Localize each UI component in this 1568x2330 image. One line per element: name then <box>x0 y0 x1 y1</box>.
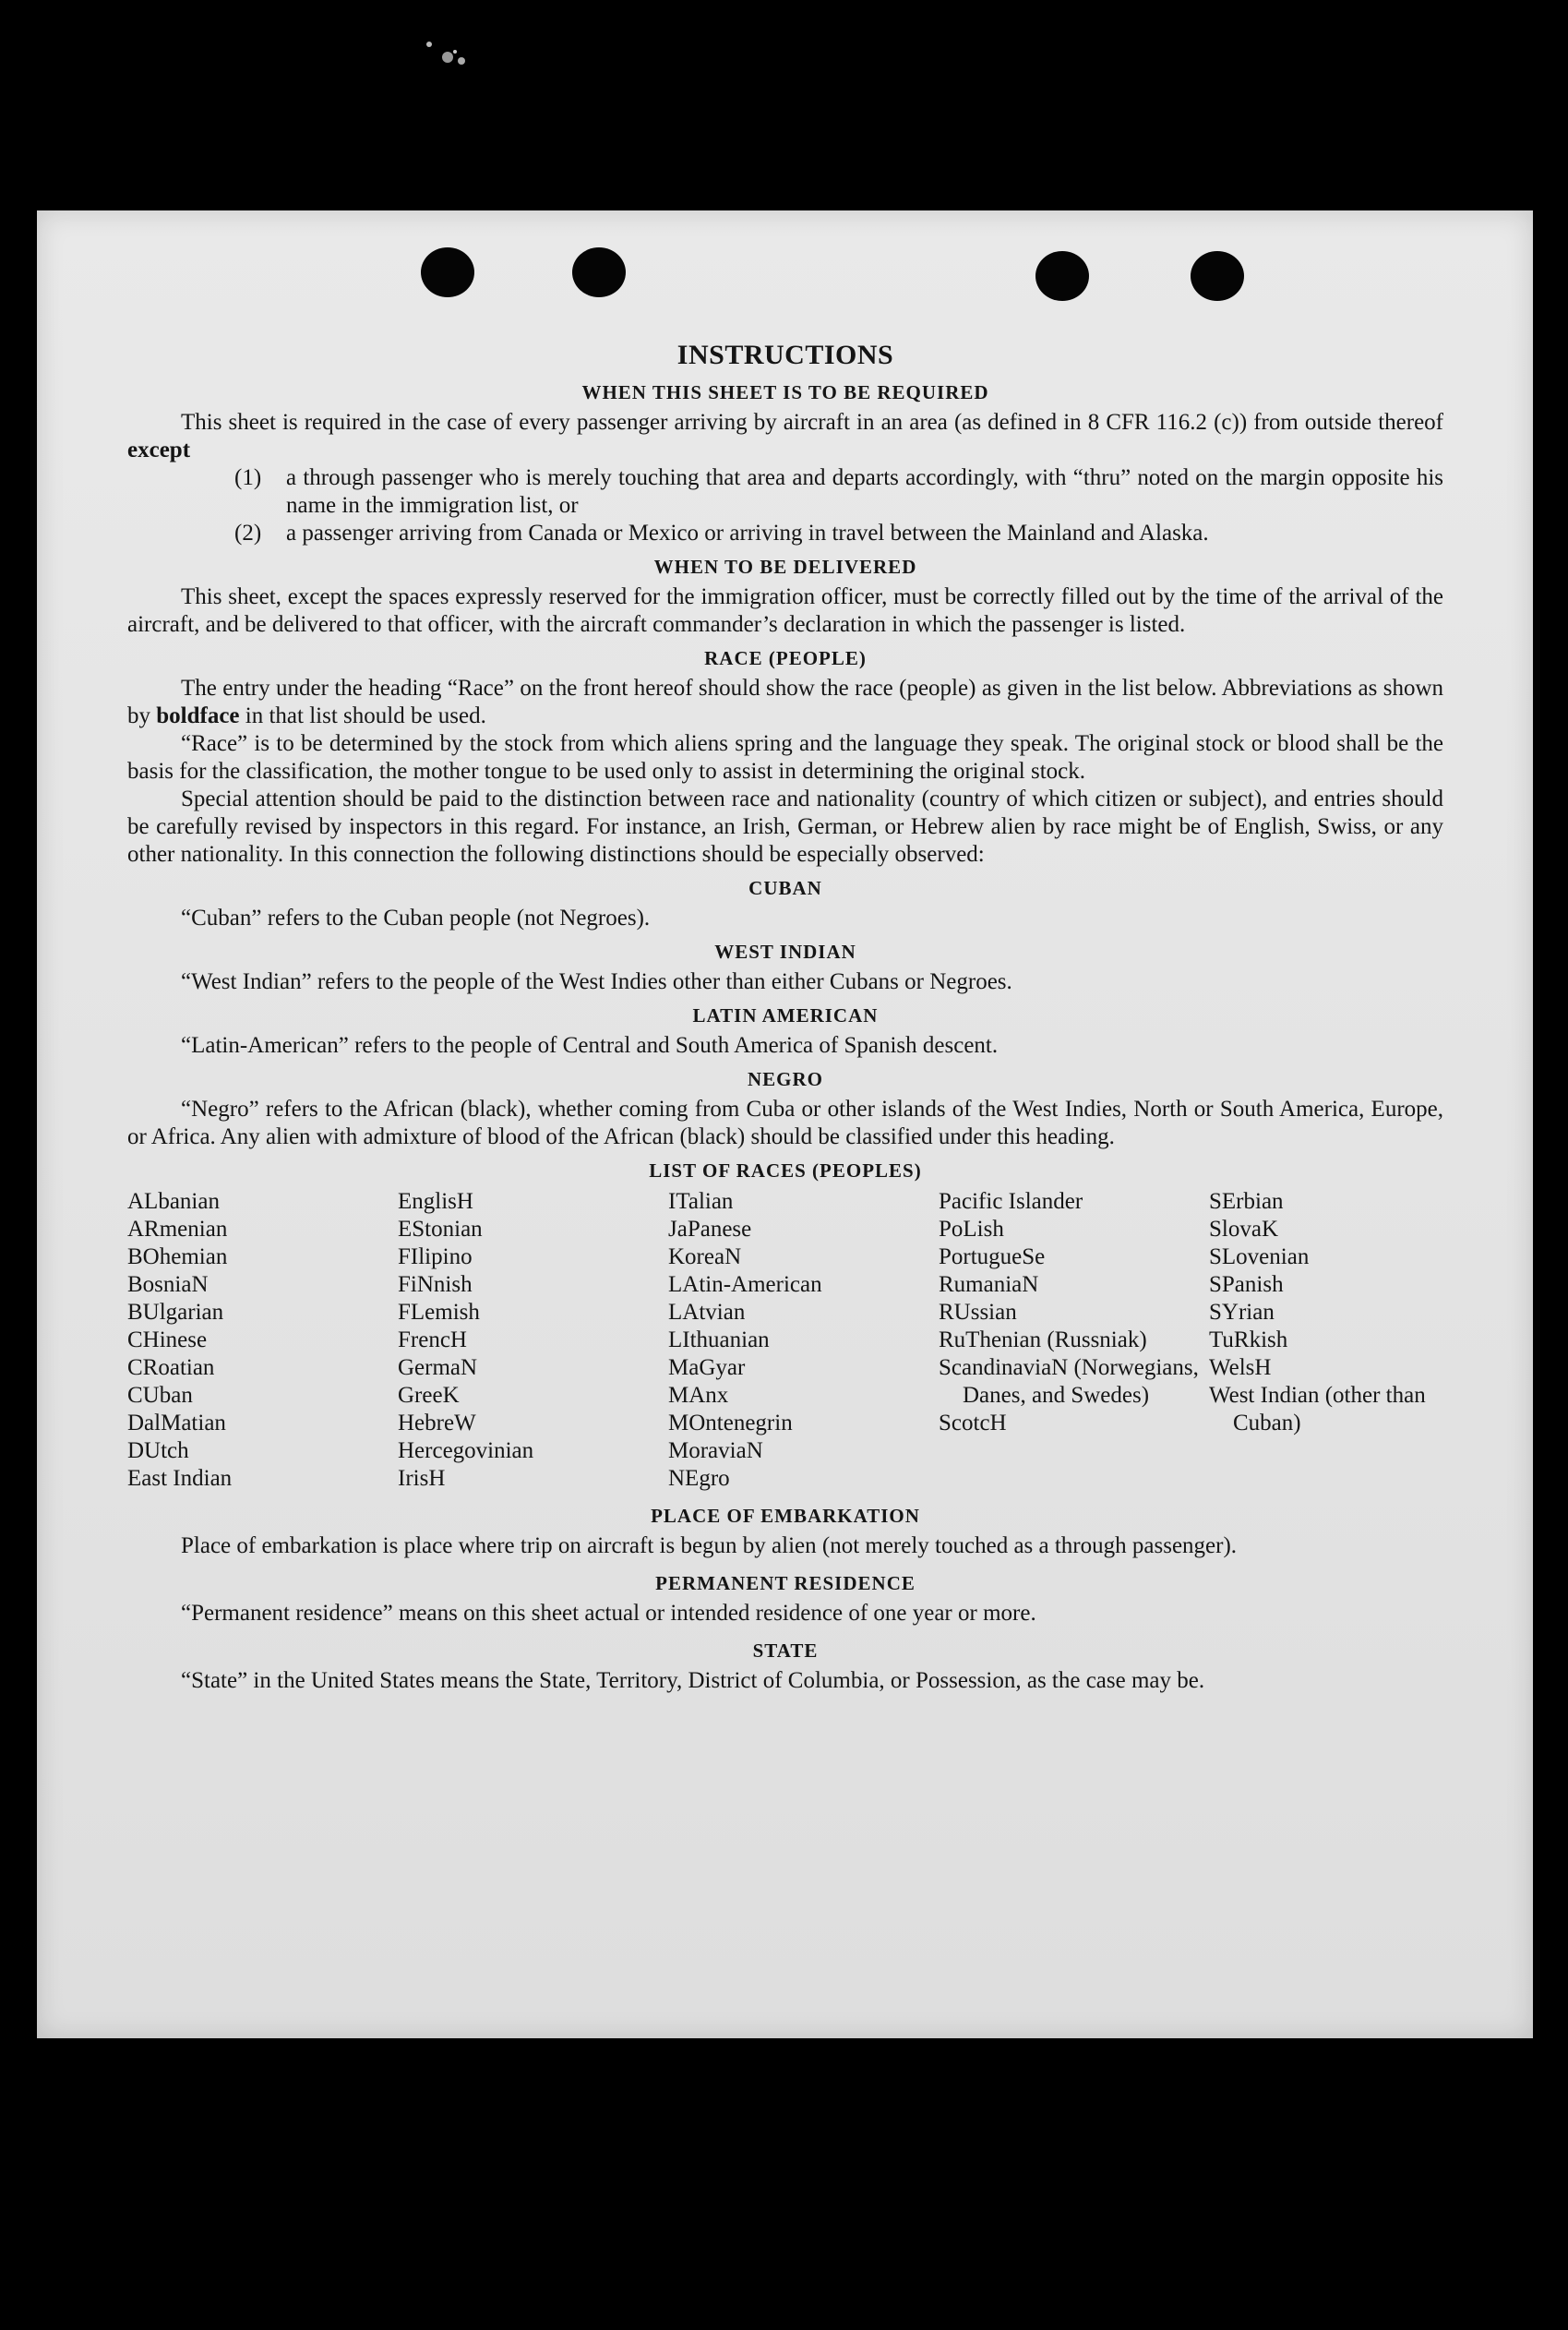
race-entry: MOntenegrin <box>668 1411 793 1435</box>
race-entry: TuRkish <box>1209 1327 1288 1352</box>
race-entry: GreeK <box>398 1383 460 1408</box>
list-item <box>234 464 1443 520</box>
races-table <box>127 1188 1443 1493</box>
negro-text: “Negro” refers to the African (black), whether coming from Cuba or other islands of the West Indies, North or South America, Europe, or Africa. Any alien with admixture of blood of the African (black) should be classified under this heading. <box>127 1097 1443 1149</box>
race-entry: BOhemian <box>127 1244 228 1269</box>
race-entry: DalMatian <box>127 1411 226 1435</box>
race-entry: HebreW <box>398 1411 476 1435</box>
race-entry: BUlgarian <box>127 1300 224 1325</box>
section-heading-race: RACE (PEOPLE) <box>704 647 867 669</box>
document-sheet <box>37 210 1533 2038</box>
race-entry: FrencH <box>398 1327 467 1352</box>
races-column <box>939 1188 1209 1493</box>
race-entry: FiNnish <box>398 1272 473 1297</box>
race-entry: JaPanese <box>668 1217 752 1242</box>
race-entry: ARmenian <box>127 1217 228 1242</box>
residence-text: “Permanent residence” means on this sheet actual or intended residence of one year or more. <box>181 1601 1036 1626</box>
section-heading-state: STATE <box>752 1639 819 1662</box>
race-p1-text: The entry under the heading “Race” on the front hereof should show the race (people) as given in the list below. Abbreviations as shown by <box>127 676 1443 728</box>
race-paragraph-2: “Race” is to be determined by the stock from which aliens spring and the language they speak. The original stock or blood shall be the basis for the classification, the mother tongue to be used only to assist in determining the original stock. <box>127 731 1443 784</box>
section-heading-when-required: WHEN THIS SHEET IS TO BE REQUIRED <box>581 381 989 403</box>
race-entry: NEgro <box>668 1466 730 1491</box>
race-entry: BosniaN <box>127 1272 209 1297</box>
section-heading-negro: NEGRO <box>747 1068 823 1090</box>
punch-hole <box>572 247 626 297</box>
race-entry: ScotcH <box>939 1411 1007 1435</box>
item-text: a through passenger who is merely touching that area and departs accordingly, with “thru” noted on the margin opposite his name in the immigration list, or <box>286 465 1443 518</box>
race-p1-boldface: boldface <box>156 703 240 728</box>
race-entry: SLovenian <box>1209 1244 1310 1269</box>
race-paragraph-1 <box>127 675 1443 730</box>
section-heading-cuban: CUBAN <box>748 877 822 899</box>
race-entry: SYrian <box>1209 1300 1275 1325</box>
item-text: a passenger arriving from Canada or Mexico or arriving in travel between the Mainland and Alaska. <box>286 521 1209 546</box>
race-paragraph-3: Special attention should be paid to the distinction between race and nationality (country of which citizen or subject), and entries should be carefully revised by inspectors in this regard. For instance, an Irish, German, or Hebrew alien by race might be of English, Swiss, or any other nationality. In this connection the following distinctions should be especially observed: <box>127 787 1443 867</box>
race-entry: KoreaN <box>668 1244 742 1269</box>
race-p1-text-end: in that list should be used. <box>239 703 486 728</box>
race-entry: WelsH <box>1209 1355 1272 1380</box>
when-required-except: except <box>127 438 191 462</box>
item-number: (2) <box>234 521 262 546</box>
when-required-intro <box>127 409 1443 464</box>
list-item <box>234 520 1443 547</box>
race-entry: DUtch <box>127 1438 189 1463</box>
race-entry: LAtvian <box>668 1300 746 1325</box>
races-column <box>398 1188 668 1493</box>
west-indian-text: “West Indian” refers to the people of the West Indies other than either Cubans or Negroes. <box>181 969 1012 994</box>
races-column <box>127 1188 398 1493</box>
races-column <box>1209 1188 1443 1493</box>
punch-hole <box>421 247 474 297</box>
race-entry: East Indian <box>127 1466 233 1491</box>
race-entry: CRoatian <box>127 1355 215 1380</box>
race-entry: Pacific Islander <box>939 1189 1083 1214</box>
race-entry: West Indian (other than Cuban) <box>1209 1383 1426 1435</box>
race-entry: SlovaK <box>1209 1217 1278 1242</box>
race-entry: CHinese <box>127 1327 208 1352</box>
state-text: “State” in the United States means the State, Territory, District of Columbia, or Possession, as the case may be. <box>181 1668 1205 1693</box>
race-entry: FLemish <box>398 1300 480 1325</box>
punch-hole <box>1035 251 1089 301</box>
race-entry: ITalian <box>668 1189 734 1214</box>
race-entry: MAnx <box>668 1383 729 1408</box>
punch-hole <box>1191 251 1244 301</box>
section-heading-permanent-residence: PERMANENT RESIDENCE <box>655 1572 916 1594</box>
race-entry: ScandinaviaN (Norwegians, Danes, and Swedes) <box>939 1355 1199 1408</box>
when-delivered-text: This sheet, except the spaces expressly reserved for the immigration officer, must be correctly filled out by the time of the arrival of the aircraft, and be delivered to that officer, with the aircraft commander’s declaration in which the passenger is listed. <box>127 584 1443 637</box>
race-entry: SErbian <box>1209 1189 1284 1214</box>
race-entry: PoLish <box>939 1217 1004 1242</box>
section-heading-when-delivered: WHEN TO BE DELIVERED <box>653 556 917 578</box>
cuban-text: “Cuban” refers to the Cuban people (not Negroes). <box>181 906 651 931</box>
race-entry: GermaN <box>398 1355 478 1380</box>
section-heading-list-of-races: LIST OF RACES (PEOPLES) <box>649 1159 922 1182</box>
race-entry: FIlipino <box>398 1244 473 1269</box>
race-entry: RUssian <box>939 1300 1017 1325</box>
when-required-intro-text: This sheet is required in the case of every passenger arriving by aircraft in an area (as defined in 8 CFR 116.2 (c)) from outside thereof <box>181 410 1443 435</box>
race-entry: ALbanian <box>127 1189 220 1214</box>
race-entry: SPanish <box>1209 1272 1284 1297</box>
race-entry: RumaniaN <box>939 1272 1039 1297</box>
item-number: (1) <box>234 465 262 490</box>
latin-american-text: “Latin-American” refers to the people of Central and South America of Spanish descent. <box>181 1033 999 1058</box>
races-column <box>668 1188 939 1493</box>
scan-debris <box>420 37 485 74</box>
section-heading-west-indian: WEST INDIAN <box>714 941 856 963</box>
race-entry: MoraviaN <box>668 1438 763 1463</box>
race-entry: LIthuanian <box>668 1327 770 1352</box>
race-entry: CUban <box>127 1383 193 1408</box>
embarkation-text: Place of embarkation is place where trip on aircraft is begun by alien (not merely touched as a through passenger). <box>181 1533 1238 1558</box>
race-entry: Hercegovinian <box>398 1438 534 1463</box>
race-entry: EnglisH <box>398 1189 473 1214</box>
section-heading-latin-american: LATIN AMERICAN <box>692 1004 879 1027</box>
page-title: INSTRUCTIONS <box>676 340 894 370</box>
race-entry: MaGyar <box>668 1355 746 1380</box>
section-heading-embarkation: PLACE OF EMBARKATION <box>651 1505 920 1527</box>
race-entry: EStonian <box>398 1217 483 1242</box>
race-entry: LAtin-American <box>668 1272 822 1297</box>
race-entry: RuThenian (Russniak) <box>939 1327 1147 1352</box>
race-entry: IrisH <box>398 1466 446 1491</box>
race-entry: PortugueSe <box>939 1244 1046 1269</box>
instructions-content <box>127 338 1443 1695</box>
